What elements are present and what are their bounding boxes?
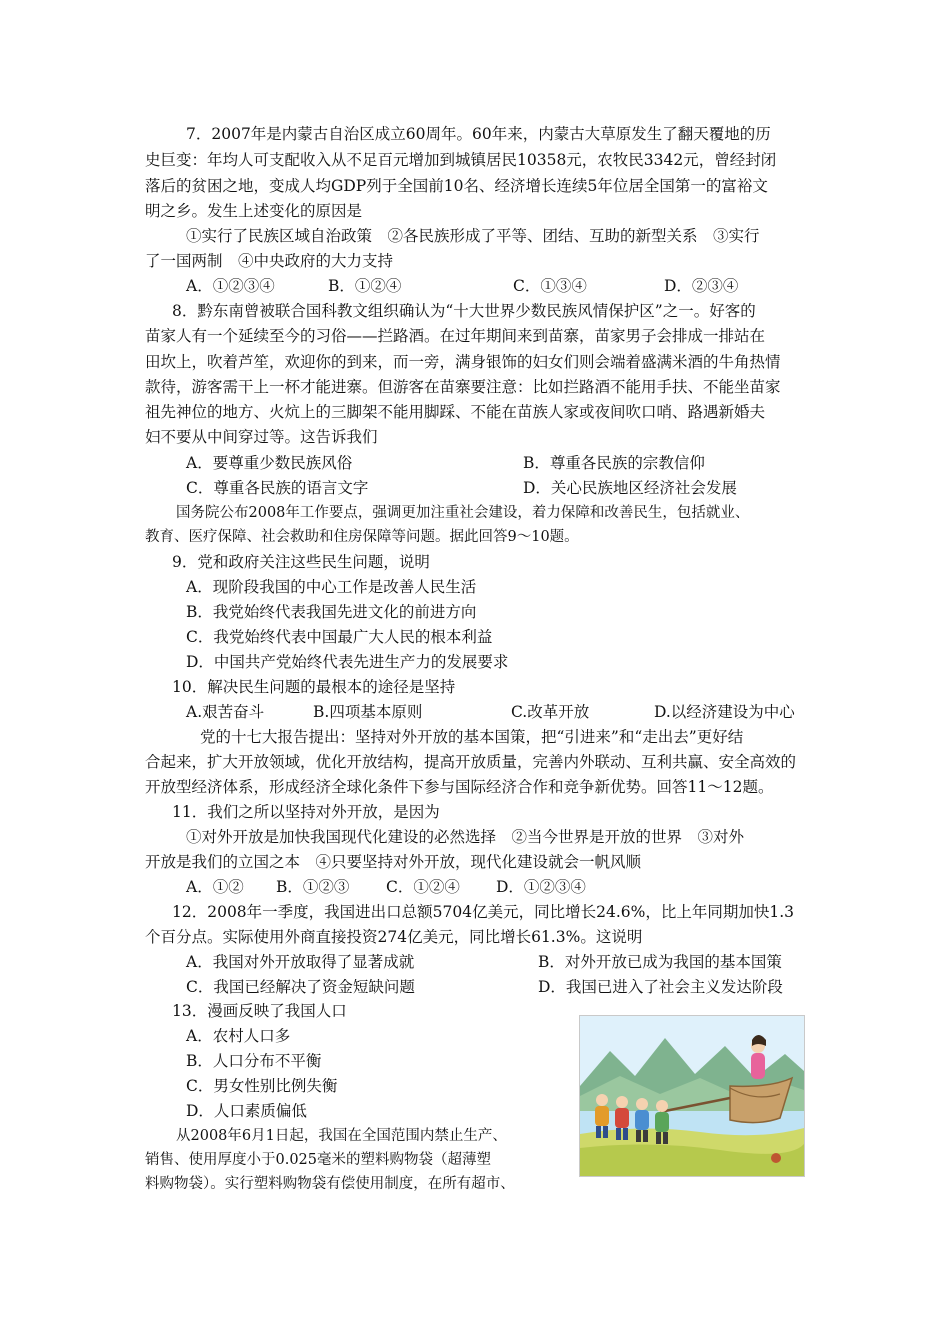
material-11-12-line-2: 合起来，扩大开放领域，优化开放结构，提高开放质量，完善内外联动、互利共赢、安全高效的 — [145, 753, 797, 771]
q10-stem: 10．解决民生问题的最根本的途径是坚持 — [172, 678, 456, 696]
q9-option-c: C．我党始终代表中国最广大人民的根本利益 — [186, 628, 493, 646]
material-last-line-3: 料购物袋）。实行塑料购物袋有偿使用制度，在所有超市、 — [145, 1176, 515, 1192]
q8-line-4: 款待，游客需干上一杯才能进寨。但游客在苗寨要注意：比如拦路酒不能用手扶、不能坐苗家 — [145, 378, 781, 396]
q8-line-2: 苗家人有一个延续至今的习俗——拦路酒。在过年期间来到苗寨，苗家男子会排成一排站在 — [145, 327, 766, 345]
q11-option-a: A．①② — [186, 878, 244, 896]
q11-option-b: B．①②③ — [276, 878, 350, 896]
q11-option-c: C．①②④ — [386, 878, 460, 896]
q8-option-c: C．尊重各民族的语言文字 — [186, 479, 369, 497]
q10-option-c: C.改革开放 — [511, 703, 590, 721]
q13-option-a: A．农村人口多 — [186, 1027, 291, 1045]
q7-line-5: ①实行了民族区域自治政策 ②各民族形成了平等、团结、互助的新型关系 ③实行 — [186, 227, 760, 245]
material-last-line-1: 从2008年6月1日起，我国在全国范围内禁止生产、 — [176, 1128, 507, 1144]
q12-option-c: C．我国已经解决了资金短缺问题 — [186, 978, 415, 996]
q9-option-d: D．中国共产党始终代表先进生产力的发展要求 — [186, 653, 509, 671]
q12-option-a: A．我国对外开放取得了显著成就 — [186, 953, 415, 971]
q7-line-2: 史巨变：年均人可支配收入从不足百元增加到城镇居民10358元，农牧民3342元，曾经封闭 — [145, 151, 777, 169]
q11-line-3: 开放是我们的立国之本 ④只要坚持对外开放，现代化建设就会一帆风顺 — [145, 853, 642, 871]
q8-option-a: A．要尊重少数民族风俗 — [186, 454, 353, 472]
q12-line-2: 个百分点。实际使用外商直接投资274亿美元，同比增长61.3%。这说明 — [145, 928, 643, 946]
q8-line-6: 妇不要从中间穿过等。这告诉我们 — [145, 428, 378, 446]
q12-option-b: B．对外开放已成为我国的基本国策 — [538, 953, 782, 971]
q7-line-4: 明之乡。发生上述变化的原因是 — [145, 202, 363, 220]
q10-option-a: A.艰苦奋斗 — [186, 703, 265, 721]
q7-option-c: C．①③④ — [513, 277, 587, 295]
q13-option-c: C．男女性别比例失衡 — [186, 1077, 338, 1095]
q11-line-1: 11．我们之所以坚持对外开放，是因为 — [172, 803, 440, 821]
q13-option-b: B．人口分布不平衡 — [186, 1052, 322, 1070]
q8-line-3: 田坎上，吹着芦笙，欢迎你的到来，而一旁，满身银饰的妇女们则会端着盛满米酒的牛角热情 — [145, 353, 781, 371]
q13-option-d: D．人口素质偏低 — [186, 1102, 307, 1120]
q11-option-d: D．①②③④ — [496, 878, 586, 896]
q13-stem: 13．漫画反映了我国人口 — [172, 1002, 347, 1020]
q12-line-1: 12．2008年一季度，我国进出口总额5704亿美元，同比增长24.6%，比上年同期加快1.3 — [172, 903, 795, 921]
q8-line-1: 8．黔东南曾被联合国科教文组织确认为“十大世界少数民族风情保护区”之一。好客的 — [172, 302, 756, 320]
material-11-12-line-1: 党的十七大报告提出：坚持对外开放的基本国策，把“引进来”和“走出去”更好结 — [200, 728, 744, 746]
material-11-12-line-3: 开放型经济体系，形成经济全球化条件下参与国际经济合作和竞争新优势。回答11～12题。 — [145, 778, 774, 796]
q7-option-d: D．②③④ — [664, 277, 739, 295]
q7-option-b: B．①②④ — [328, 277, 402, 295]
q7-option-a: A．①②③④ — [186, 277, 275, 295]
q9-option-b: B．我党始终代表我国先进文化的前进方向 — [186, 603, 477, 621]
material-9-10-line-2: 教育、医疗保障、社会救助和住房保障等问题。据此回答9～10题。 — [145, 529, 579, 545]
material-9-10-line-1: 国务院公布2008年工作要点，强调更加注重社会建设，着力保障和改善民生，包括就业、 — [176, 505, 750, 521]
q9-stem: 9．党和政府关注这些民生问题，说明 — [172, 553, 430, 571]
q7-line-6: 了一国两制 ④中央政府的大力支持 — [145, 252, 394, 270]
q8-line-5: 祖先神位的地方、火炕上的三脚架不能用脚踩、不能在苗族人家或夜间吹口哨、路遇新婚夫 — [145, 403, 766, 421]
material-last-line-2: 销售、使用厚度小于0.025毫米的塑料购物袋（超薄塑 — [145, 1152, 492, 1168]
q12-option-d: D．我国已进入了社会主义发达阶段 — [538, 978, 783, 996]
comic-illustration — [579, 1015, 805, 1177]
q8-option-d: D．关心民族地区经济社会发展 — [523, 479, 737, 497]
q9-option-a: A．现阶段我国的中心工作是改善人民生活 — [186, 578, 477, 596]
q8-option-b: B．尊重各民族的宗教信仰 — [523, 454, 705, 472]
q10-option-b: B.四项基本原则 — [313, 703, 423, 721]
q10-option-d: D.以经济建设为中心 — [654, 703, 795, 721]
cartoon-illustration-icon — [580, 1016, 804, 1176]
q7-line-3: 落后的贫困之地，变成人均GDP列于全国前10名、经济增长连续5年位居全国第一的富裕文 — [145, 177, 768, 195]
q7-line-1: 7．2007年是内蒙古自治区成立60周年。60年来，内蒙古大草原发生了翻天覆地的历 — [186, 125, 771, 143]
q11-line-2: ①对外开放是加快我国现代化建设的必然选择 ②当今世界是开放的世界 ③对外 — [186, 828, 745, 846]
